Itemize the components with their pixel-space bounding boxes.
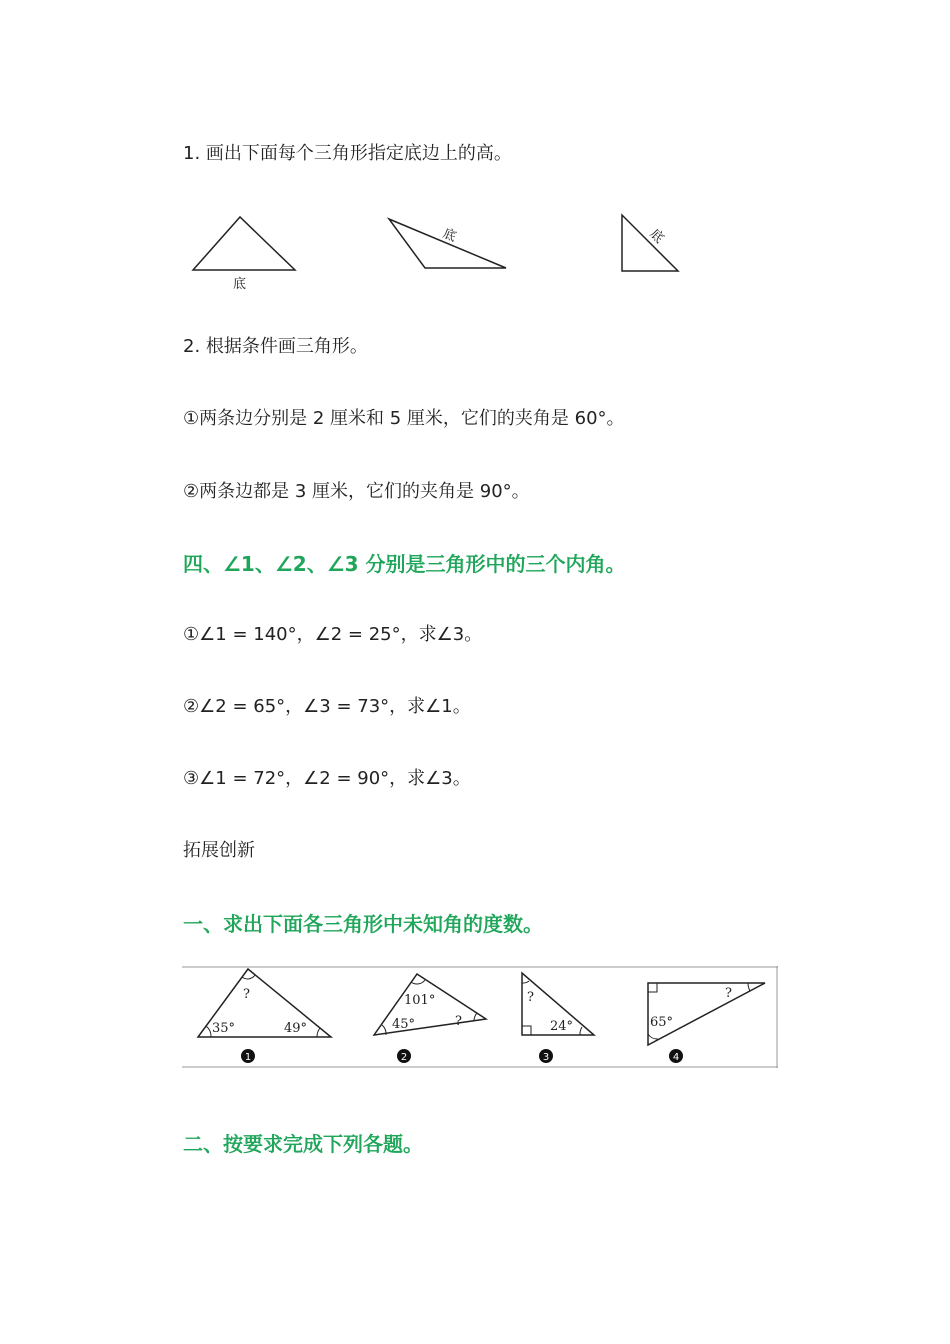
section-4-item-2: ②∠2 = 65°，∠3 = 73°，求∠1。 — [183, 696, 471, 717]
base-triangles-figure — [185, 205, 695, 305]
section-4-item-1: ①∠1 = 140°，∠2 = 25°，求∠3。 — [183, 624, 483, 645]
extension-heading-2: 二、按要求完成下列各题。 — [183, 1132, 423, 1156]
angle-figure-2 — [374, 974, 486, 1063]
question-1-text: 1. 画出下面每个三角形指定底边上的高。 — [183, 143, 512, 164]
triangle-3 — [622, 215, 678, 271]
figure-1-left-angle: 35° — [212, 1021, 236, 1036]
extension-title: 拓展创新 — [183, 840, 255, 861]
figure-3-number: 3 — [542, 1052, 550, 1063]
figure-3-right-angle: 24° — [550, 1019, 574, 1034]
angle-figures-panel — [182, 966, 778, 1068]
figure-3-top-angle: ? — [527, 990, 534, 1005]
extension-heading-1: 一、求出下面各三角形中未知角的度数。 — [183, 912, 543, 936]
question-2-item-2: ②两条边都是 3 厘米，它们的夹角是 90°。 — [183, 481, 530, 502]
section-4-item-3: ③∠1 = 72°，∠2 = 90°，求∠3。 — [183, 768, 471, 789]
triangle-2 — [389, 219, 506, 268]
figure-1-number: 1 — [244, 1052, 252, 1063]
figure-2-number: 2 — [400, 1052, 408, 1063]
figure-2-top-angle: 101° — [404, 993, 436, 1008]
figure-1-right-angle: 49° — [284, 1021, 308, 1036]
figure-1-top-angle: ? — [243, 987, 250, 1002]
figure-4-number: 4 — [672, 1052, 680, 1063]
angle-figure-1 — [198, 969, 331, 1063]
question-2-item-1: ①两条边分别是 2 厘米和 5 厘米，它们的夹角是 60°。 — [183, 408, 625, 429]
triangle-2-base-label: 底 — [440, 226, 459, 246]
figure-4-top-right-angle: ? — [725, 986, 732, 1001]
triangle-3-base-label: 底 — [646, 226, 667, 247]
figure-2-left-angle: 45° — [392, 1017, 416, 1032]
question-2-text: 2. 根据条件画三角形。 — [183, 336, 368, 357]
triangle-1-base-label: 底 — [233, 277, 247, 292]
figure-4-left-angle: 65° — [650, 1015, 674, 1030]
angle-figure-4 — [648, 983, 765, 1063]
triangle-1 — [193, 217, 295, 292]
section-4-heading: 四、∠1、∠2、∠3 分别是三角形中的三个内角。 — [183, 552, 626, 576]
angle-figure-3 — [522, 973, 594, 1063]
figure-2-right-angle: ? — [455, 1014, 462, 1029]
